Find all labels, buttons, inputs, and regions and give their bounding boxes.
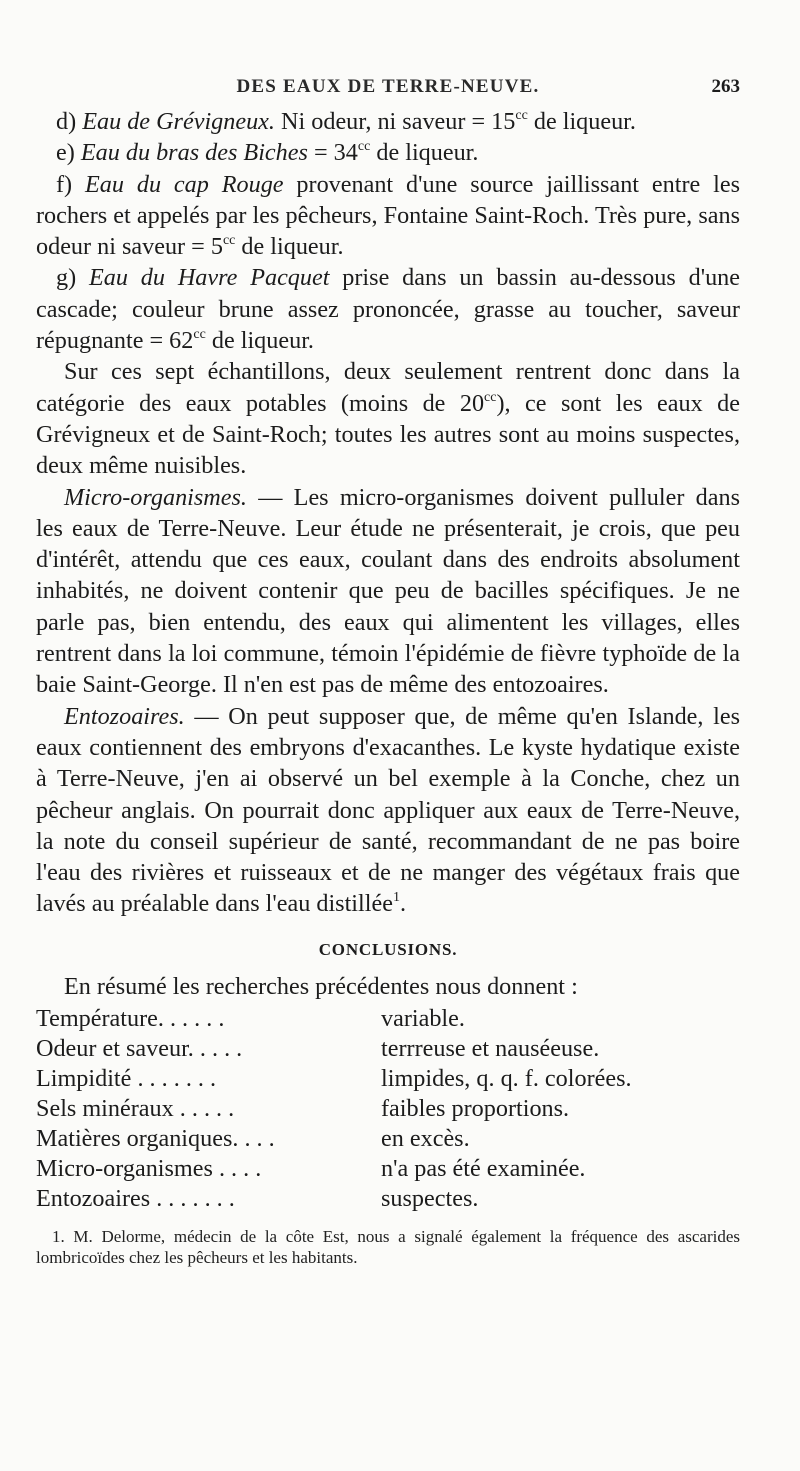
item-text: = 34 — [307, 139, 358, 167]
summary-row-sels — [36, 1094, 740, 1124]
paragraph-micro-organismes — [36, 482, 740, 701]
item-sup: cc — [222, 233, 236, 249]
summary-row-odeur — [36, 1034, 740, 1064]
item-marker: g) — [56, 264, 77, 292]
summary-label: Entozoaires . . . . . . . — [36, 1184, 235, 1212]
item-tail: de liqueur. — [370, 139, 479, 167]
summary-label: Limpidité . . . . . . . — [36, 1064, 217, 1092]
summary-value: variable. — [381, 1004, 465, 1032]
conclusions-intro: En résumé les recherches précédentes nous donnent : — [64, 972, 578, 1000]
item-marker: f) — [56, 170, 73, 198]
footnote-ref: 1 — [392, 890, 400, 906]
sample-item-d — [36, 106, 740, 137]
item-text: provenant d'une source jaillissant entre les rochers et appelés par les pêcheurs, Fontaine Saint-Roch. Très pure, sans odeur ni saveur = 5 — [36, 170, 740, 261]
footnote-text: M. Delorme, médecin de la côte Est, nous a signalé également la fréquence des ascarides lombricoïdes chez les pêcheurs et les habitants. — [36, 1226, 740, 1267]
item-sup: cc — [193, 327, 206, 343]
summary-value: terrreuse et nauséeuse. — [381, 1034, 600, 1062]
page — [36, 66, 740, 1285]
summary-value: suspectes. — [381, 1184, 479, 1212]
summary-label: Micro-organismes . . . . — [36, 1154, 262, 1182]
paragraph-potable — [36, 356, 740, 481]
item-tail: de liqueur. — [205, 327, 314, 355]
item-lead: Eau du bras des Biches — [80, 139, 308, 167]
summary-row-limpidite — [36, 1064, 740, 1094]
item-lead: Eau du Havre Pacquet — [89, 264, 330, 292]
summary-value: en excès. — [381, 1124, 470, 1152]
summary-label: Matières organiques. . . . — [36, 1124, 275, 1152]
item-lead: Eau du cap Rouge — [85, 170, 284, 198]
sample-item-f — [36, 169, 740, 263]
summary-row-entozoaires — [36, 1184, 740, 1214]
item-sup: cc — [515, 108, 528, 123]
paragraph-text: — Les micro-organismes doivent pulluler dans les eaux de Terre-Neuve. Leur étude ne présenterait, je crois, que peu d'intérêt, attendu que ces eaux, coulant dans des endroits absolument inhabités, ne doivent contenir que peu de bacilles spécifiques. Je ne parle pas, bien entendu, des eaux qui alimentent les villages, elles rentrent dans la loi commune, témoin l'épidémie de fièvre typhoïde de la baie Saint-George. Il n'en est pas de même des entozoaires. — [36, 483, 740, 699]
summary-value: limpides, q. q. f. colorées. — [381, 1064, 632, 1092]
item-tail: de liqueur. — [527, 108, 636, 135]
paragraph-lead: Entozoaires. — [64, 702, 185, 730]
summary-row-temperature — [36, 1004, 740, 1034]
running-head — [36, 66, 740, 106]
summary-row-matieres — [36, 1124, 740, 1154]
summary-row-micro — [36, 1154, 740, 1184]
paragraph-tail: . — [399, 890, 406, 918]
summary-label: Odeur et saveur. . . . . — [36, 1034, 243, 1062]
summary-value: n'a pas été examinée. — [381, 1154, 586, 1182]
summary-value: faibles proportions. — [381, 1094, 570, 1122]
summary-label: Température. . . . . . — [36, 1004, 225, 1032]
conclusions-summary — [36, 1004, 740, 1214]
page-number: 263 — [711, 76, 740, 97]
item-text: Ni odeur, ni saveur = 15 — [274, 108, 516, 135]
paragraph-entozoaires — [36, 701, 740, 920]
paragraph-lead: Micro-organismes. — [64, 483, 247, 511]
conclusions-heading: CONCLUSIONS. — [318, 939, 458, 959]
item-tail: de liqueur. — [235, 233, 344, 261]
item-sup: cc — [357, 139, 371, 155]
paragraph-sup: cc — [484, 389, 497, 405]
item-marker: d) — [56, 108, 77, 135]
summary-label: Sels minéraux . . . . . — [36, 1094, 235, 1122]
sample-item-e — [36, 137, 740, 168]
paragraph-tail: ), ce sont les eaux de Grévigneux et de Saint-Roch; toutes les autres sont au moins suspectes, deux même nuisibles. — [36, 389, 740, 480]
item-lead: Eau de Grévigneux. — [82, 108, 275, 135]
item-text: prise dans un bassin au-dessous d'une cascade; couleur brune assez prononcée, grasse au toucher, saveur répugnante = 62 — [36, 264, 740, 355]
paragraph-text: Sur ces sept échantillons, deux seulement rentrent donc dans la catégorie des eaux potables (moins de 20 — [36, 358, 740, 417]
paragraph-text: — On peut supposer que, de même qu'en Islande, les eaux contiennent des embryons d'exacanthes. Le kyste hydatique existe à Terre-Neuve, j'en ai observé un bel exemple à la Conche, chez un pêcheur anglais. On pourrait donc appliquer aux eaux de Terre-Neuve, la note du conseil supérieur de santé, recommandant de ne pas boire l'eau des rivières et ruisseaux et de ne manger des végétaux frais que lavés au préalable dans l'eau distillée — [36, 702, 740, 918]
footnote — [36, 1226, 740, 1268]
footnote-number: 1. — [52, 1226, 65, 1246]
running-title: DES EAUX DE TERRE-NEUVE. — [236, 76, 540, 97]
sample-item-g — [36, 262, 740, 356]
item-marker: e) — [56, 139, 75, 167]
